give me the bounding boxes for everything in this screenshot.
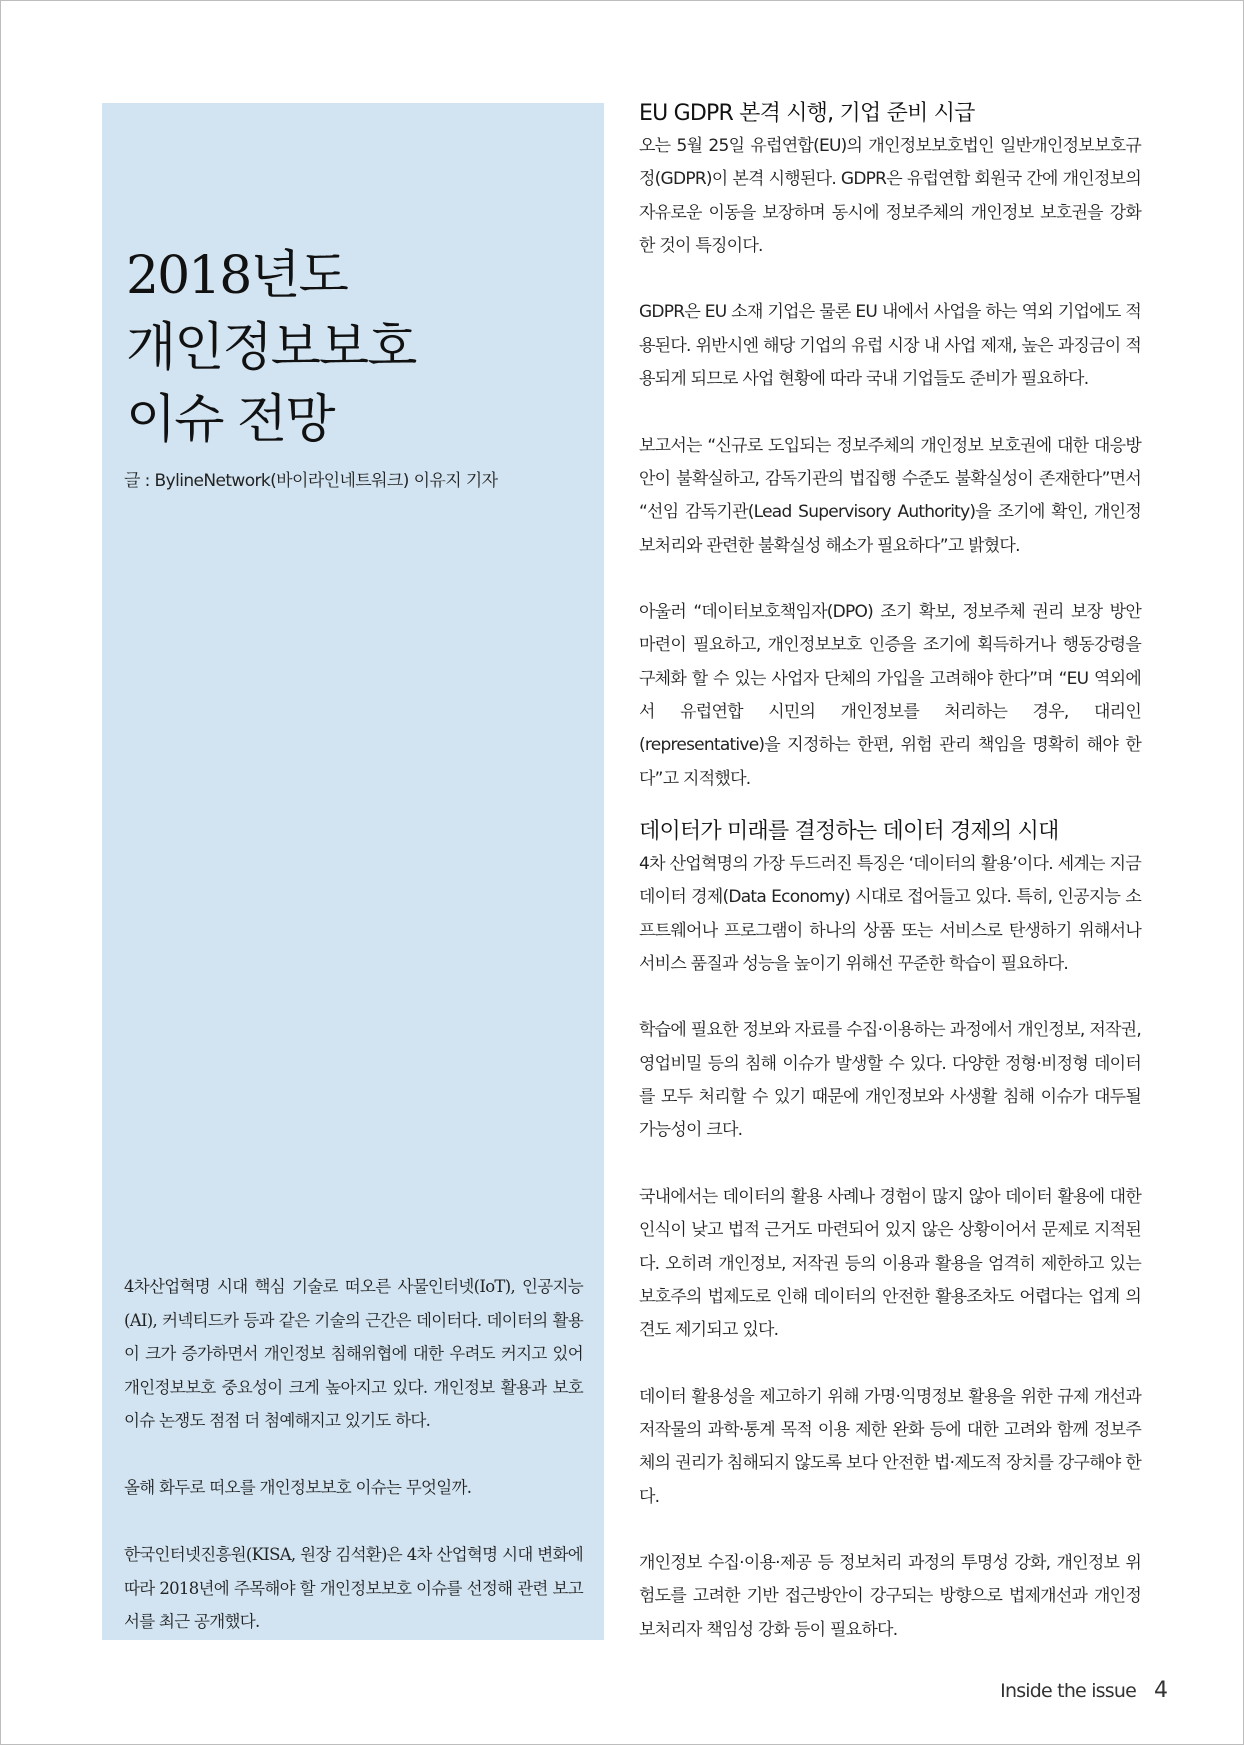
body-paragraph: 개인정보 수집·이용·제공 등 정보처리 과정의 투명성 강화, 개인정보 위험도를 고려한 기반 접근방안이 강구되는 방향으로 법제개선과 개인정보처리자 책임성 강화 등이 필요하다. [639,1553,1141,1640]
body-paragraph: 오는 5월 25일 유럽연합(EU)의 개인정보보호법인 일반개인정보보호규정(GDPR)이 본격 시행된다. GDPR은 유럽연합 회원국 간에 개인정보의 자유로운 이동을 보장하며 동시에 정보주체의 개인정보 보호권을 강화한 것이 특징이다. [639,136,1141,256]
title-line: 개인정보보호 [126,318,416,378]
section-label: Inside the issue [1000,1680,1136,1702]
article-body [639,98,1141,1680]
intro-paragraph: 4차산업혁명 시대 핵심 기술로 떠오른 사물인터넷(IoT), 인공지능(AI), 커넥티드카 등과 같은 기술의 근간은 데이터다. 데이터의 활용이 크가 증가하면서 개인정보 침해위협에 대한 우려도 커지고 있어 개인정보보호 중요성이 크게 높아지고 있다. 개인정보 활용과 보호 이슈 논쟁도 점점 더 첨예해지고 있기도 하다. [124,1277,583,1430]
body-paragraph: 국내에서는 데이터의 활용 사례나 경험이 많지 않아 데이터 활용에 대한 인식이 낮고 법적 근거도 마련되어 있지 않은 상황이어서 문제로 지적된다. 오히려 개인정보, 저작권 등의 이용과 활용을 엄격히 제한하고 있는 보호주의 법제도로 인해 데이터의 안전한 활용조차도 어렵다는 업계 의견도 제기되고 있다. [639,1186,1141,1341]
body-paragraph: 아울러 “데이터보호책임자(DPO) 조기 확보, 정보주체 권리 보장 방안 마련이 필요하고, 개인정보보호 인증을 조기에 획득하거나 행동강령을 구체화 할 수 있는 사업자 단체의 가입을 고려해야 한다”며 “EU 역외에서 유럽연합 시민의 개인정보를 처리하는 경우, 대리인(representative)을 지정하는 한편, 위험 관리 책임을 명확히 해야 한다”고 지적했다. [639,602,1141,789]
section-heading-gdpr: EU GDPR 본격 시행, 기업 준비 시급 [639,101,975,126]
page-number: 4 [1154,1678,1168,1703]
title-line: 이슈 전망 [126,390,334,450]
title-line: 2018년도 [126,246,347,306]
byline: 글 : BylineNetwork(바이라인네트워크) 이유지 기자 [124,471,498,491]
body-paragraph: 데이터 활용성을 제고하기 위해 가명·익명정보 활용을 위한 규제 개선과 저작물의 과학·통계 목적 이용 제한 완화 등에 대한 고려와 함께 정보주체의 권리가 침해되지 않도록 보다 안전한 법·제도적 장치를 강구해야 한다. [639,1386,1141,1507]
page-footer [1000,1678,1168,1703]
body-paragraph: GDPR은 EU 소재 기업은 물론 EU 내에서 사업을 하는 역외 기업에도 적용된다. 위반시엔 해당 기업의 유럽 시장 내 사업 제재, 높은 과징금이 적용되게 되므로 사업 현황에 따라 국내 기업들도 준비가 필요하다. [639,302,1141,390]
intro-text [124,1270,583,1639]
body-paragraph: 4차 산업혁명의 가장 두드러진 특징은 ‘데이터의 활용’이다. 세계는 지금 데이터 경제(Data Economy) 시대로 접어들고 있다. 특히, 인공지능 소프트웨어나 프로그램이 하나의 상품 또는 서비스로 탄생하기 위해서나 서비스 품질과 성능을 높이기 위해선 꾸준한 학습이 필요하다. [639,853,1141,974]
article-title [126,240,586,456]
intro-paragraph: 한국인터넷진흥원(KISA, 원장 김석환)은 4차 산업혁명 시대 변화에 따라 2018년에 주목해야 할 개인정보보호 이슈를 선정해 관련 보고서를 최근 공개했다. [124,1545,583,1631]
intro-paragraph: 올해 화두로 떠오를 개인정보보호 이슈는 무엇일까. [124,1478,472,1497]
body-paragraph: 학습에 필요한 정보와 자료를 수집·이용하는 과정에서 개인정보, 저작권, 영업비밀 등의 침해 이슈가 발생할 수 있다. 다양한 정형·비정형 데이터를 모두 처리할 수 있기 때문에 개인정보와 사생활 침해 이슈가 대두될 가능성이 크다. [639,1020,1141,1141]
body-paragraph: 보고서는 “신규로 도입되는 정보주체의 개인정보 보호권에 대한 대응방안이 불확실하고, 감독기관의 법집행 수준도 불확실성이 존재한다”면서 “선임 감독기관(Lead Supervisory Authority)을 조기에 확인, 개인정보처리와 관련한 불확실성 해소가 필요하다”고 밝혔다. [639,435,1141,556]
section-heading-data-economy: 데이터가 미래를 결정하는 데이터 경제의 시대 [639,818,1059,844]
